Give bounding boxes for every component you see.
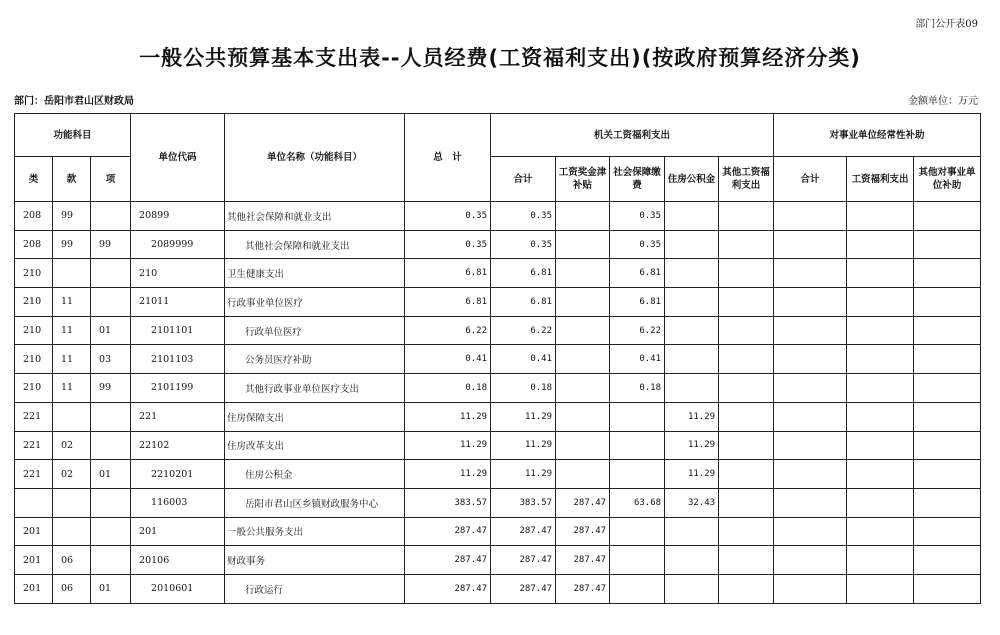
cell-jg-social: 0.18	[610, 374, 665, 403]
cell-sy-other	[914, 259, 981, 288]
cell-jg-house	[665, 574, 719, 603]
table-row	[15, 517, 981, 546]
cell-jg-social: 6.22	[610, 316, 665, 345]
table-row	[15, 460, 981, 489]
cell-jg-house	[665, 546, 719, 575]
cell-lei: 210	[15, 316, 53, 345]
cell-jg-other	[719, 546, 774, 575]
cell-lei: 210	[15, 374, 53, 403]
cell-jg-wage	[556, 402, 610, 431]
cell-xiang: 03	[91, 345, 131, 374]
cell-sy-sum	[774, 517, 847, 546]
department-label: 部门：岳阳市君山区财政局	[14, 96, 134, 107]
cell-kuan: 02	[53, 431, 91, 460]
cell-code: 2210201	[131, 460, 225, 489]
cell-sy-sum	[774, 316, 847, 345]
cell-jg-sum: 11.29	[491, 402, 556, 431]
cell-jg-wage	[556, 345, 610, 374]
cell-code: 2101101	[131, 316, 225, 345]
header-agency-social: 社会保障缴费	[610, 157, 665, 202]
cell-sy-sum	[774, 402, 847, 431]
cell-lei: 208	[15, 230, 53, 259]
cell-sy-sum	[774, 374, 847, 403]
table-row	[15, 316, 981, 345]
cell-jg-other	[719, 374, 774, 403]
cell-jg-house	[665, 374, 719, 403]
cell-jg-social: 63.68	[610, 488, 665, 517]
cell-lei: 201	[15, 517, 53, 546]
cell-sy-other	[914, 546, 981, 575]
cell-sy-wage	[847, 574, 914, 603]
cell-jg-social: 0.35	[610, 202, 665, 231]
cell-code: 2101199	[131, 374, 225, 403]
cell-total: 287.47	[405, 546, 491, 575]
cell-name: 其他社会保障和就业支出	[225, 202, 405, 231]
cell-xiang	[91, 402, 131, 431]
header-agency-wage: 工资奖金津补贴	[556, 157, 610, 202]
cell-name: 其他社会保障和就业支出	[225, 230, 405, 259]
cell-kuan	[53, 259, 91, 288]
cell-kuan: 11	[53, 374, 91, 403]
cell-jg-social	[610, 574, 665, 603]
cell-jg-other	[719, 488, 774, 517]
cell-lei: 210	[15, 259, 53, 288]
cell-code: 2101103	[131, 345, 225, 374]
cell-name: 卫生健康支出	[225, 259, 405, 288]
cell-name: 住房改革支出	[225, 431, 405, 460]
cell-xiang: 01	[91, 316, 131, 345]
cell-lei: 201	[15, 546, 53, 575]
cell-jg-house: 11.29	[665, 460, 719, 489]
cell-kuan: 02	[53, 460, 91, 489]
cell-total: 6.22	[405, 316, 491, 345]
cell-xiang	[91, 546, 131, 575]
cell-kuan: 11	[53, 288, 91, 317]
table-row	[15, 546, 981, 575]
cell-sy-sum	[774, 345, 847, 374]
cell-name: 岳阳市君山区乡镇财政服务中心	[225, 488, 405, 517]
cell-jg-house	[665, 316, 719, 345]
cell-sy-wage	[847, 202, 914, 231]
cell-jg-social: 6.81	[610, 288, 665, 317]
cell-sy-other	[914, 517, 981, 546]
table-row	[15, 574, 981, 603]
cell-kuan	[53, 402, 91, 431]
cell-jg-wage	[556, 202, 610, 231]
cell-sy-wage	[847, 316, 914, 345]
cell-xiang	[91, 517, 131, 546]
cell-kuan: 99	[53, 202, 91, 231]
cell-code: 20106	[131, 546, 225, 575]
cell-lei: 210	[15, 345, 53, 374]
cell-xiang	[91, 288, 131, 317]
cell-code: 201	[131, 517, 225, 546]
cell-sy-wage	[847, 431, 914, 460]
cell-sy-other	[914, 316, 981, 345]
cell-jg-wage	[556, 230, 610, 259]
cell-jg-wage	[556, 460, 610, 489]
table-row	[15, 345, 981, 374]
cell-total: 383.57	[405, 488, 491, 517]
cell-kuan	[53, 517, 91, 546]
cell-code: 2010601	[131, 574, 225, 603]
cell-sy-other	[914, 460, 981, 489]
cell-name: 行政事业单位医疗	[225, 288, 405, 317]
cell-jg-wage	[556, 288, 610, 317]
header-subsidy-sum: 合计	[774, 157, 847, 202]
cell-jg-other	[719, 288, 774, 317]
cell-jg-social	[610, 460, 665, 489]
cell-name: 一般公共服务支出	[225, 517, 405, 546]
cell-total: 287.47	[405, 574, 491, 603]
cell-sy-other	[914, 345, 981, 374]
cell-sy-other	[914, 230, 981, 259]
cell-sy-wage	[847, 374, 914, 403]
cell-sy-wage	[847, 288, 914, 317]
cell-total: 6.81	[405, 288, 491, 317]
amount-unit-label: 金额单位：万元	[908, 96, 978, 107]
expenditure-table	[14, 113, 981, 604]
cell-sy-other	[914, 374, 981, 403]
header-subsidy-wage: 工资福利支出	[847, 157, 914, 202]
cell-sy-wage	[847, 517, 914, 546]
cell-xiang: 01	[91, 574, 131, 603]
cell-sy-wage	[847, 402, 914, 431]
cell-jg-social: 0.35	[610, 230, 665, 259]
cell-lei: 221	[15, 402, 53, 431]
cell-jg-sum: 383.57	[491, 488, 556, 517]
cell-sy-sum	[774, 431, 847, 460]
header-kuan: 款	[53, 157, 91, 202]
cell-jg-other	[719, 202, 774, 231]
cell-name: 住房保障支出	[225, 402, 405, 431]
cell-jg-wage: 287.47	[556, 546, 610, 575]
cell-code: 116003	[131, 488, 225, 517]
cell-lei: 210	[15, 288, 53, 317]
cell-jg-social	[610, 402, 665, 431]
cell-jg-house	[665, 259, 719, 288]
cell-sy-sum	[774, 574, 847, 603]
cell-sy-wage	[847, 488, 914, 517]
cell-jg-other	[719, 402, 774, 431]
cell-jg-sum: 6.81	[491, 288, 556, 317]
cell-jg-other	[719, 316, 774, 345]
cell-kuan: 06	[53, 574, 91, 603]
cell-jg-social	[610, 517, 665, 546]
cell-jg-sum: 6.22	[491, 316, 556, 345]
cell-sy-wage	[847, 345, 914, 374]
cell-xiang	[91, 431, 131, 460]
cell-total: 287.47	[405, 517, 491, 546]
cell-jg-sum: 287.47	[491, 546, 556, 575]
cell-lei	[15, 488, 53, 517]
cell-sy-sum	[774, 460, 847, 489]
cell-sy-other	[914, 202, 981, 231]
header-subsidy-group: 对事业单位经常性补助	[774, 114, 981, 157]
cell-lei: 221	[15, 431, 53, 460]
cell-sy-sum	[774, 488, 847, 517]
table-row	[15, 374, 981, 403]
cell-code: 2089999	[131, 230, 225, 259]
cell-jg-house: 32.43	[665, 488, 719, 517]
cell-jg-other	[719, 345, 774, 374]
cell-total: 0.35	[405, 202, 491, 231]
page-title: 一般公共预算基本支出表--人员经费(工资福利支出)(按政府预算经济分类)	[139, 46, 861, 70]
cell-jg-house	[665, 202, 719, 231]
table-row	[15, 431, 981, 460]
cell-jg-other	[719, 460, 774, 489]
cell-jg-wage	[556, 259, 610, 288]
cell-name: 其他行政事业单位医疗支出	[225, 374, 405, 403]
cell-name: 行政单位医疗	[225, 316, 405, 345]
cell-total: 11.29	[405, 460, 491, 489]
cell-sy-sum	[774, 288, 847, 317]
cell-lei: 208	[15, 202, 53, 231]
cell-xiang: 01	[91, 460, 131, 489]
cell-name: 住房公积金	[225, 460, 405, 489]
cell-jg-sum: 287.47	[491, 517, 556, 546]
header-agency-other: 其他工资福利支出	[719, 157, 774, 202]
cell-code: 21011	[131, 288, 225, 317]
header-subsidy-other: 其他对事业单位补助	[914, 157, 981, 202]
cell-name: 行政运行	[225, 574, 405, 603]
cell-jg-social	[610, 546, 665, 575]
cell-jg-other	[719, 574, 774, 603]
header-agency-wage-group: 机关工资福利支出	[491, 114, 774, 157]
cell-jg-sum: 6.81	[491, 259, 556, 288]
header-lei: 类	[15, 157, 53, 202]
cell-jg-social: 0.41	[610, 345, 665, 374]
cell-sy-wage	[847, 546, 914, 575]
cell-jg-sum: 0.41	[491, 345, 556, 374]
cell-jg-other	[719, 431, 774, 460]
header-function-subject: 功能科目	[15, 114, 131, 157]
cell-jg-sum: 11.29	[491, 460, 556, 489]
cell-name: 公务员医疗补助	[225, 345, 405, 374]
cell-jg-wage: 287.47	[556, 517, 610, 546]
cell-jg-sum: 0.35	[491, 230, 556, 259]
cell-total: 0.35	[405, 230, 491, 259]
cell-sy-other	[914, 488, 981, 517]
cell-name: 财政事务	[225, 546, 405, 575]
header-agency-sum: 合计	[491, 157, 556, 202]
cell-jg-other	[719, 517, 774, 546]
cell-lei: 221	[15, 460, 53, 489]
cell-xiang	[91, 259, 131, 288]
table-row	[15, 202, 981, 231]
cell-sy-other	[914, 288, 981, 317]
cell-kuan: 06	[53, 546, 91, 575]
cell-xiang: 99	[91, 230, 131, 259]
cell-sy-sum	[774, 259, 847, 288]
cell-total: 11.29	[405, 431, 491, 460]
cell-sy-sum	[774, 546, 847, 575]
cell-jg-sum: 11.29	[491, 431, 556, 460]
header-unit-name: 单位名称（功能科目）	[225, 114, 405, 202]
cell-xiang	[91, 202, 131, 231]
header-xiang: 项	[91, 157, 131, 202]
cell-sy-wage	[847, 230, 914, 259]
table-number: 部门公开表09	[915, 19, 978, 30]
cell-sy-sum	[774, 230, 847, 259]
cell-jg-social: 6.81	[610, 259, 665, 288]
cell-code: 20899	[131, 202, 225, 231]
cell-total: 0.41	[405, 345, 491, 374]
cell-jg-house	[665, 345, 719, 374]
cell-jg-wage: 287.47	[556, 574, 610, 603]
table-row	[15, 230, 981, 259]
cell-total: 0.18	[405, 374, 491, 403]
cell-kuan: 11	[53, 316, 91, 345]
cell-kuan: 11	[53, 345, 91, 374]
cell-sy-other	[914, 574, 981, 603]
cell-kuan	[53, 488, 91, 517]
cell-sy-other	[914, 431, 981, 460]
cell-sy-other	[914, 402, 981, 431]
cell-kuan: 99	[53, 230, 91, 259]
header-total: 总 计	[405, 114, 491, 202]
cell-xiang: 99	[91, 374, 131, 403]
cell-jg-wage	[556, 431, 610, 460]
cell-jg-sum: 0.18	[491, 374, 556, 403]
cell-jg-wage	[556, 316, 610, 345]
cell-jg-house: 11.29	[665, 431, 719, 460]
cell-jg-wage: 287.47	[556, 488, 610, 517]
cell-jg-social	[610, 431, 665, 460]
cell-total: 6.81	[405, 259, 491, 288]
cell-jg-house: 11.29	[665, 402, 719, 431]
cell-lei: 201	[15, 574, 53, 603]
table-row	[15, 288, 981, 317]
cell-sy-wage	[847, 259, 914, 288]
cell-jg-house	[665, 230, 719, 259]
cell-jg-other	[719, 259, 774, 288]
header-unit-code: 单位代码	[131, 114, 225, 202]
cell-total: 11.29	[405, 402, 491, 431]
table-row	[15, 402, 981, 431]
cell-code: 210	[131, 259, 225, 288]
header-agency-housing: 住房公积金	[665, 157, 719, 202]
cell-sy-sum	[774, 202, 847, 231]
cell-code: 221	[131, 402, 225, 431]
cell-sy-wage	[847, 460, 914, 489]
cell-jg-wage	[556, 374, 610, 403]
cell-jg-sum: 287.47	[491, 574, 556, 603]
cell-jg-sum: 0.35	[491, 202, 556, 231]
cell-code: 22102	[131, 431, 225, 460]
cell-jg-house	[665, 288, 719, 317]
table-row	[15, 259, 981, 288]
cell-xiang	[91, 488, 131, 517]
table-row	[15, 488, 981, 517]
cell-jg-other	[719, 230, 774, 259]
cell-jg-house	[665, 517, 719, 546]
